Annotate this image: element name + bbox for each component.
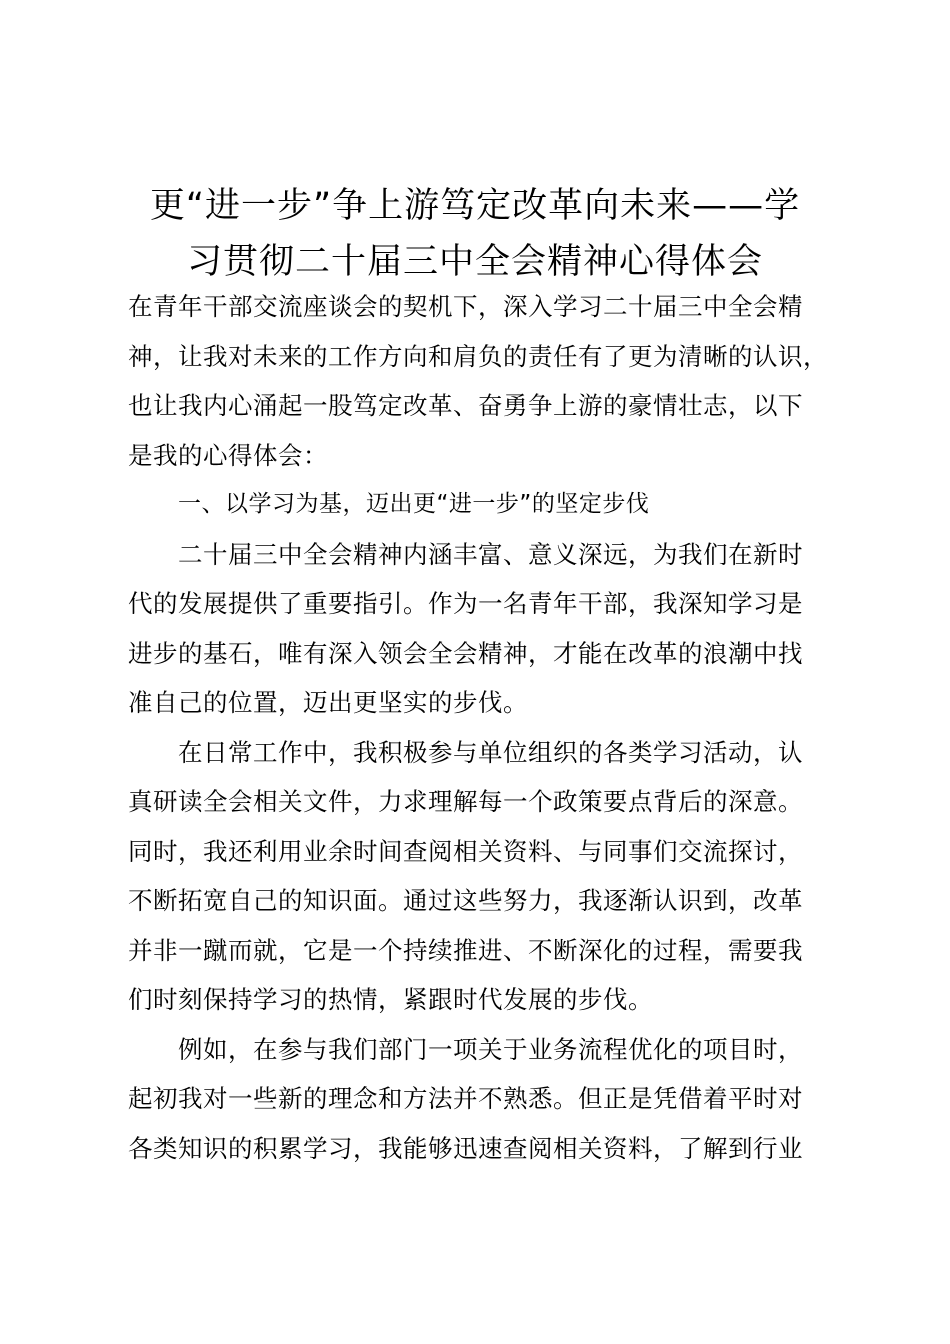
paragraph	[128, 1025, 850, 1174]
paragraph	[128, 728, 850, 1025]
section-heading	[128, 480, 850, 530]
text-line: 在青年干部交流座谈会的契机下，深入学习二十届三中全会精	[128, 292, 803, 321]
text-line: 同时，我还利用业余时间查阅相关资料、与同事们交流探讨，	[128, 836, 803, 866]
paragraph	[128, 282, 850, 480]
title-line: 习贯彻二十届三中全会精神心得体会	[186, 242, 763, 282]
text-line: 进步的基石，唯有深入领会全会精神，才能在改革的浪潮中找	[128, 638, 803, 668]
text-line: 神，让我对未来的工作方向和肩负的责任有了更为清晰的认识，	[128, 341, 828, 371]
text-line: 在日常工作中，我积极参与单位组织的各类学习活动，认	[178, 737, 803, 767]
paragraph	[128, 530, 850, 728]
title-line: 更“进一步”争上游笃定改革向未来——学	[149, 186, 801, 226]
text-line: 各类知识的积累学习，我能够迅速查阅相关资料，了解到行业	[128, 1133, 803, 1163]
text-line: 例如，在参与我们部门一项关于业务流程优化的项目时，	[178, 1034, 803, 1064]
text-line: 二十届三中全会精神内涵丰富、意义深远，为我们在新时	[178, 539, 803, 569]
text-line: 准自己的位置，迈出更坚实的步伐。	[128, 688, 528, 717]
text-line: 起初我对一些新的理念和方法并不熟悉。但正是凭借着平时对	[128, 1084, 803, 1113]
text-line: 也让我内心涌起一股笃定改革、奋勇争上游的豪情壮志，以下	[128, 391, 803, 420]
text-line: 一、以学习为基，迈出更“进一步”的坚定步伐	[178, 491, 650, 517]
document-body	[128, 282, 850, 1173]
text-line: 们时刻保持学习的热情，紧跟时代发展的步伐。	[128, 985, 653, 1014]
text-line: 真研读全会相关文件，力求理解每一个政策要点背后的深意。	[128, 787, 803, 816]
text-line: 是我的心得体会：	[128, 440, 328, 470]
document-title	[100, 178, 850, 290]
text-line: 不断拓宽自己的知识面。通过这些努力，我逐渐认识到，改革	[128, 886, 803, 915]
text-line: 代的发展提供了重要指引。作为一名青年干部，我深知学习是	[128, 589, 803, 618]
text-line: 并非一蹴而就，它是一个持续推进、不断深化的过程，需要我	[128, 935, 803, 965]
